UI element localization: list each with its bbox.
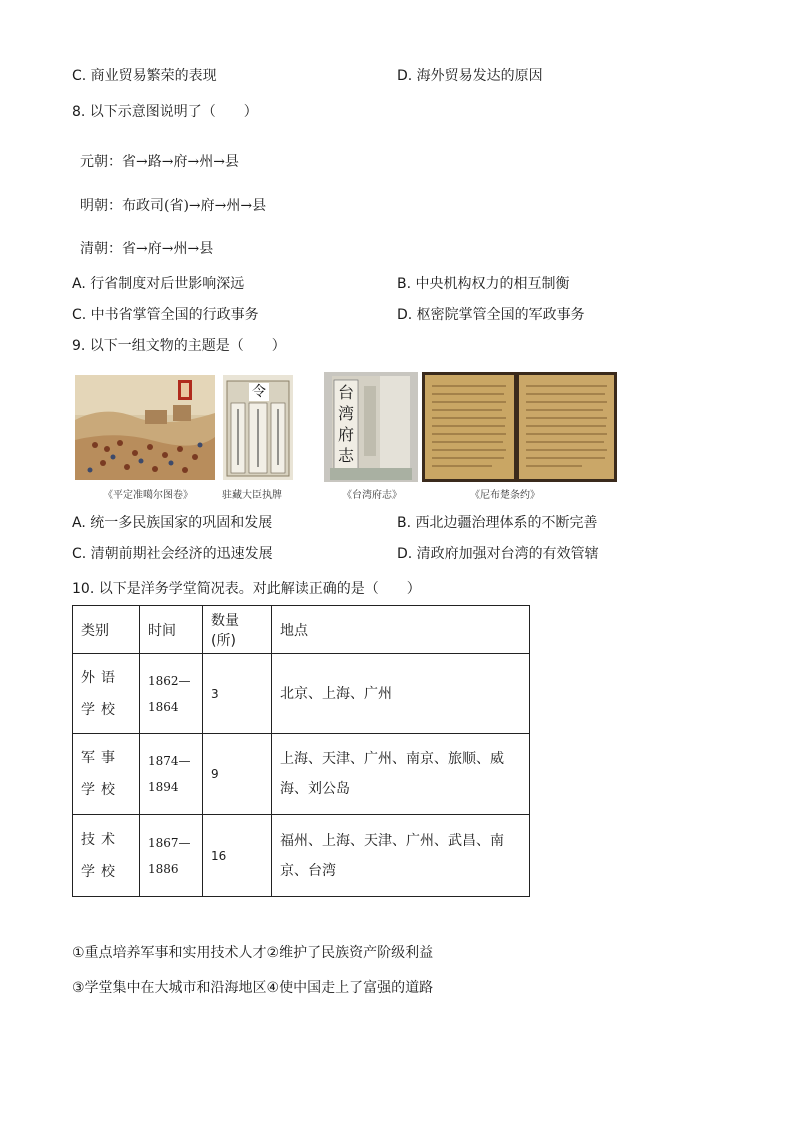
row-count: 16 — [203, 815, 272, 897]
row-category: 技术学校 — [73, 815, 140, 897]
q8-diagram-qing: 清朝：省→府→州→县 — [80, 241, 214, 257]
battle-painting-image — [75, 375, 215, 480]
q7-option-c: C. 商业贸易繁荣的表现 — [72, 68, 217, 84]
row-places: 福州、上海、天津、广州、武昌、南京、台湾 — [272, 815, 530, 897]
q9-option-d: D. 清政府加强对台湾的有效管辖 — [397, 546, 599, 562]
q10-stem: 10. 以下是洋务学堂简况表。对此解读正确的是（ ） — [72, 581, 421, 597]
q10-statements-1: ①重点培养军事和实用技术人才②维护了民族资产阶级利益 — [72, 945, 434, 961]
row-places: 北京、上海、广州 — [272, 654, 530, 734]
plaque-ling-character: 令 — [252, 384, 266, 400]
taiwan-gazetteer-image — [324, 372, 418, 482]
row-period: 1862— 1864 — [140, 654, 203, 734]
header-places: 地点 — [272, 606, 530, 654]
table-row — [73, 734, 530, 815]
q9-option-c: C. 清朝前期社会经济的迅速发展 — [72, 546, 273, 562]
row-period: 1867— 1886 — [140, 815, 203, 897]
header-count: 数量(所) — [203, 606, 272, 654]
westernization-schools-table — [72, 605, 530, 897]
q8-diagram-yuan: 元朝：省→路→府→州→县 — [80, 154, 239, 170]
row-places: 上海、天津、广州、南京、旅顺、威海、刘公岛 — [272, 734, 530, 815]
q8-option-b: B. 中央机构权力的相互制衡 — [397, 276, 570, 292]
header-category: 类别 — [73, 606, 140, 654]
gazetteer-title: 台湾府志 — [337, 383, 354, 465]
q9-option-a: A. 统一多民族国家的巩固和发展 — [72, 515, 273, 531]
q10-statements-2: ③学堂集中在大城市和沿海地区④使中国走上了富强的道路 — [72, 980, 434, 996]
table-header-row — [73, 606, 530, 654]
amban-plaque-image — [223, 375, 293, 480]
row-count: 3 — [203, 654, 272, 734]
q8-diagram-ming: 明朝：布政司(省)→府→州→县 — [80, 198, 267, 214]
q8-option-c: C. 中书省掌管全国的行政事务 — [72, 307, 259, 323]
row-period: 1874— 1894 — [140, 734, 203, 815]
row-category: 外语学校 — [73, 654, 140, 734]
q9-stem: 9. 以下一组文物的主题是（ ） — [72, 338, 286, 354]
q9-option-b: B. 西北边疆治理体系的不断完善 — [397, 515, 598, 531]
q7-option-d: D. 海外贸易发达的原因 — [397, 68, 543, 84]
q8-option-a: A. 行省制度对后世影响深远 — [72, 276, 245, 292]
table-row — [73, 654, 530, 734]
row-category: 军事学校 — [73, 734, 140, 815]
caption-nerchinsk-treaty: 《尼布楚条约》 — [470, 490, 540, 501]
q8-stem: 8. 以下示意图说明了（ ） — [72, 104, 258, 120]
row-count: 9 — [203, 734, 272, 815]
table-row — [73, 815, 530, 897]
header-period: 时间 — [140, 606, 203, 654]
caption-pingding-scroll: 《平定准噶尔图卷》 — [103, 490, 193, 501]
q8-option-d: D. 枢密院掌管全国的军政事务 — [397, 307, 585, 323]
nerchinsk-treaty-image — [422, 372, 617, 482]
caption-amban-plaque: 驻藏大臣执牌 — [222, 490, 282, 501]
caption-taiwan-gazetteer: 《台湾府志》 — [342, 490, 402, 501]
